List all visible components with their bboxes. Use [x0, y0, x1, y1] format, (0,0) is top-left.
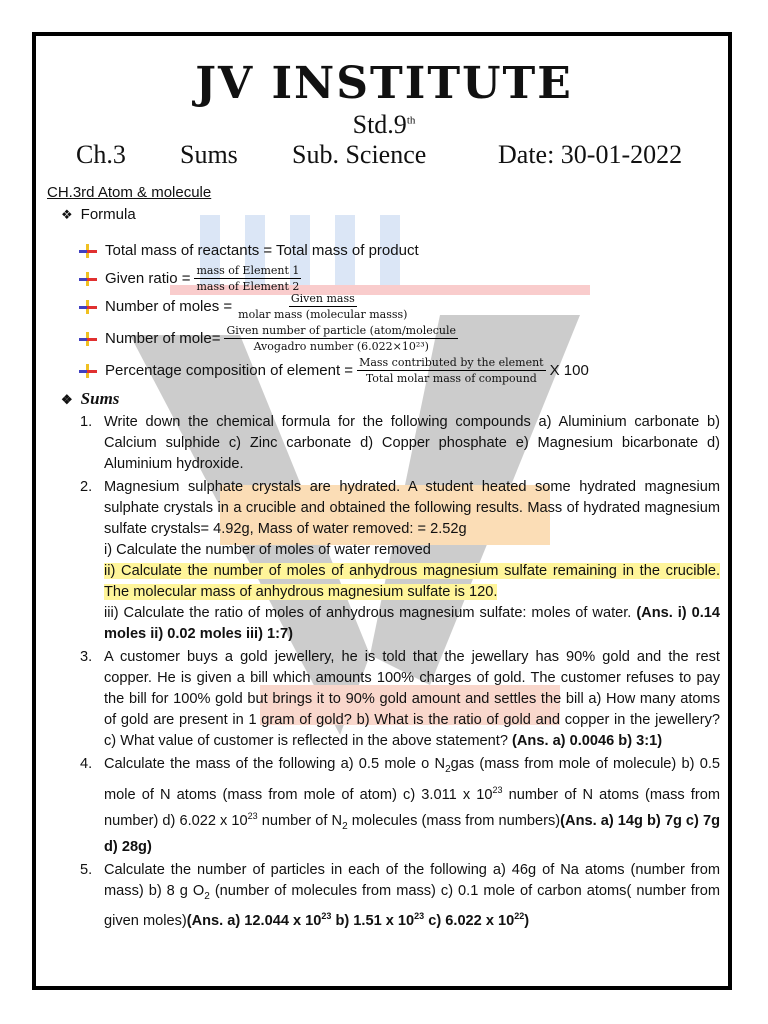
pin-bullet-icon	[79, 332, 97, 346]
subject-label: Sub. Science	[292, 140, 427, 169]
type-label: Sums	[180, 140, 238, 169]
formula-row: Number of moles = $\frac{\text{Given mass}}{\text{molar mass (molecular masss)}}$	[79, 292, 413, 321]
answer: (Ans. a) 0.0046 b) 3:1)	[512, 733, 663, 749]
formula-row: Total mass of reactants = Total mass of product	[79, 242, 419, 259]
chapter-title: CH.3rd Atom & molecule	[47, 184, 212, 201]
formula-row: Percentage composition of element = $\frac{\text{Mass contributed by the element}}{\text{Total molar mass of compound}}$ X 100	[79, 356, 589, 385]
question-list	[80, 412, 720, 934]
pin-bullet-icon	[79, 272, 97, 286]
fraction: $\frac{\text{Given mass}}{\text{molar mass (molecular masss)}}$	[238, 292, 408, 321]
formula-row: Given ratio = $\frac{\text{mass of Element 1}}{\text{mass of Element 2}}$	[79, 264, 305, 293]
institute-title: JV INSTITUTE	[195, 58, 573, 109]
fraction: $\frac{\text{mass of Element 1}}{\text{mass of Element 2}}$	[196, 264, 300, 293]
chapter-label: Ch.3	[76, 140, 126, 169]
formula-row: Number of mole= $\frac{\text{Given number of particle (atom/molecule}}{\text{Avogadro number (6.022×10²³)}}$	[79, 324, 462, 353]
answer: (Ans. i) 0.14 moles ii) 0.02 moles iii) 1:7)	[104, 605, 720, 642]
sums-heading: ❖ Sums	[61, 389, 120, 408]
formula-heading: ❖ Formula	[61, 206, 136, 223]
pin-bullet-icon	[79, 364, 97, 378]
list-item: 3. A customer buys a gold jewellery, he is told that the jewellary has 90% gold and the rest copper. He is given a bill which amounts 100% charges of gold. The customer refuses to pay the bill for 100% gold but brings it to 90% gold amount and settles the bill a) How many atoms of gold are present in 1 gram of gold? b) What is the ratio of gold and copper in the jewellery? c) What value of customer is reflected in the above statement? (Ans. a) 0.0046 b) 3:1)	[80, 649, 720, 749]
pin-bullet-icon	[79, 300, 97, 314]
pin-bullet-icon	[79, 244, 97, 258]
list-item: 2. Magnesium sulphate crystals are hydrated. A student heated some hydrated magnesium sulphate crystals in a crucible and obtained the following results. Mass of hydrated magnesium sulfate crystals= 4.92g, Mass of water removed: = 2.52g i) Calculate the number of moles of water removed ii) Calculate the number of moles of anhydrous magnesium sulfate remaining in the crucible. The molecular mass of anhydrous magnesium sulfate is 120. iii) Calculate the ratio of moles of anhydrous magnesium sulfate: moles of water. (Ans. i) 0.14 moles ii) 0.02 moles iii) 1:7)	[80, 479, 720, 642]
diamond-bullet-icon: ❖	[61, 392, 73, 407]
list-item: 5. Calculate the number of particles in each of the following a) 46g of Na atoms (number from mass) b) 8 g $O_2$ (number of molecules from mass) c) 0.1 mole of carbon atoms( number from given moles)(Ans. a) 12.044 x $10^{23}$ b) 1.51 x $10^{23}$ c) 6.022 x $10^{22}$)	[80, 861, 720, 930]
diamond-bullet-icon: ❖	[61, 207, 73, 222]
answer: (Ans. a) 14g b) 7g c) 7g d) 28g)	[104, 812, 721, 855]
standard-label: Std.9th	[352, 110, 416, 139]
fraction: $\frac{\text{Mass contributed by the element}}{\text{Total molar mass of compound}}$	[359, 356, 544, 385]
list-item: 1. Write down the chemical formula for the following compounds a) Aluminium carbonate b) Calcium sulphide c) Zinc carbonate d) Copper phosphate e) Magnesium bicarbonate d) Aluminium hydroxide.	[80, 414, 720, 472]
fraction: $\frac{\text{Given number of particle (atom/molecule}}{\text{Avogadro number (6.022×10²³)}}$	[226, 324, 457, 353]
list-item: 4. Calculate the mass of the following a) 0.5 mole o $N_2gas$ (mass from mole of molecule) b) 0.5 mole of N atoms (mass from mole of atom) c) 3.011 x $10^{23}$ number of N atoms (mass from number) d) 6.022 x $10^{23}$ number of $N_2$ molecules (mass from numbers)(Ans. a) 14g b) 7g c) 7g d) 28g)	[80, 756, 721, 855]
answer: (Ans. a) 12.044 x $10^{23}$ b) 1.51 x $10^{23}$ c) 6.022 x $10^{22}$)	[186, 911, 530, 930]
date-label: Date: 30-01-2022	[498, 140, 683, 169]
